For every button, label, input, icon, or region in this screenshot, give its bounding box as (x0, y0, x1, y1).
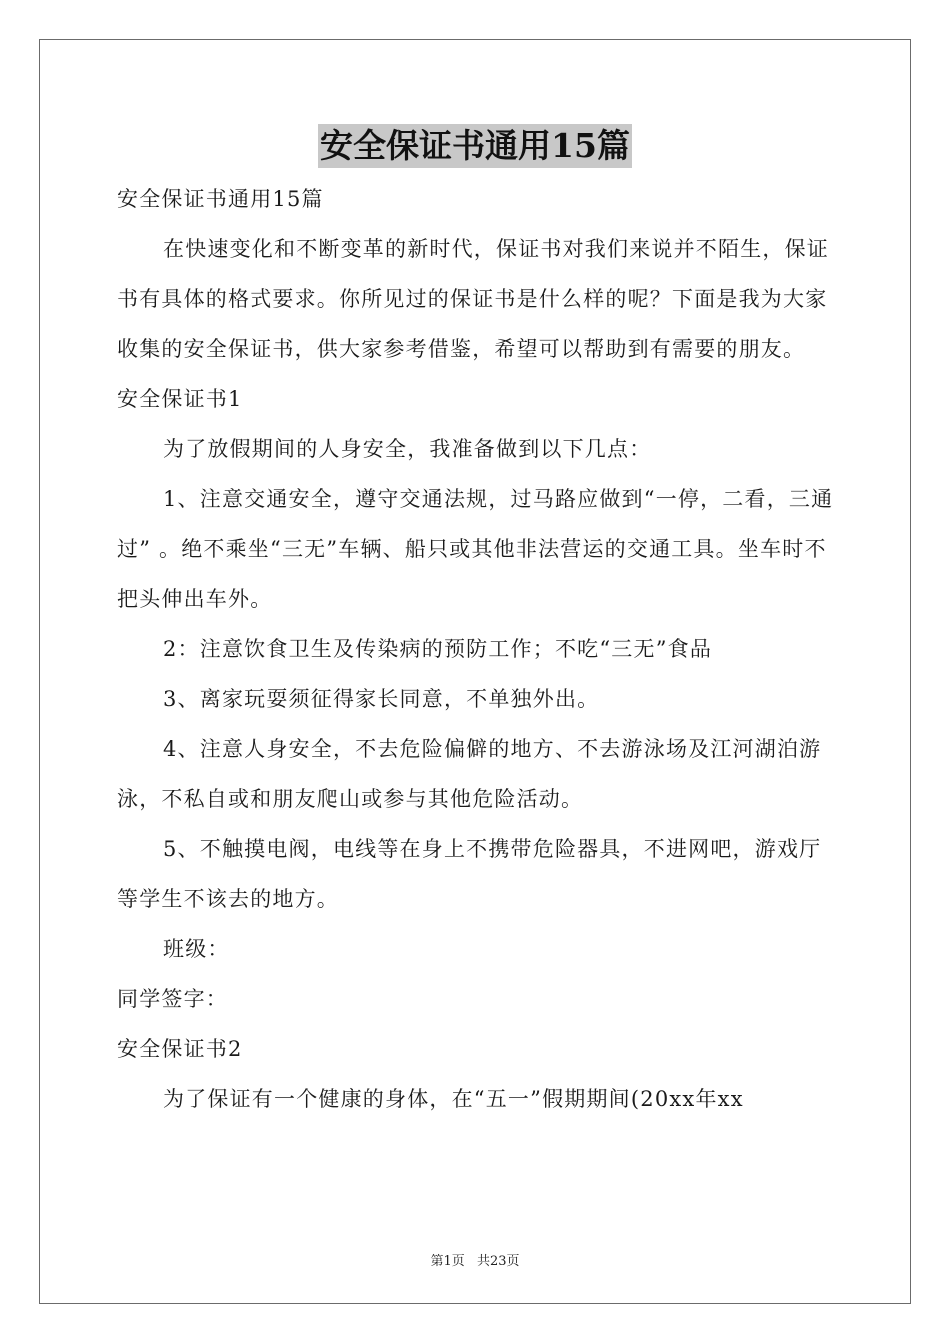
class-field-label: 班级： (163, 937, 230, 961)
section-heading: 安全保证书1 (117, 387, 243, 411)
title-container (0, 124, 950, 168)
list-item: 4、注意人身安全，不去危险偏僻的地方、不去游泳场及江河湖泊游泳，不私自或和朋友爬山或参与其他危险活动。 (117, 737, 822, 811)
page-total: 共23页 (476, 1254, 520, 1269)
section-heading: 安全保证书2 (117, 1037, 243, 1061)
list-item: 2：注意饮食卫生及传染病的预防工作；不吃“三无”食品 (163, 637, 713, 661)
list-item: 5、不触摸电阀，电线等在身上不携带危险器具，不进网吧，游戏厅等学生不该去的地方。 (117, 837, 822, 911)
paragraph: 在快速变化和不断变革的新时代，保证书对我们来说并不陌生，保证书有具体的格式要求。你所见过的保证书是什么样的呢？下面是我为大家收集的安全保证书，供大家参考借鉴，希望可以帮助到有需要的朋友。 (117, 237, 829, 361)
signature-field-label: 同学签字： (117, 987, 228, 1011)
list-item: 3、离家玩耍须征得家长同意，不单独外出。 (163, 687, 600, 711)
page-number: 第1页 (430, 1254, 465, 1269)
document-body (117, 174, 837, 1124)
page-footer (0, 1250, 950, 1269)
paragraph: 安全保证书通用15篇 (117, 187, 324, 211)
paragraph: 为了保证有一个健康的身体，在“五一”假期期间(20xx年xx (163, 1087, 744, 1111)
document-title: 安全保证书通用15篇 (318, 124, 632, 168)
list-item: 1、注意交通安全，遵守交通法规，过马路应做到“一停，二看，三通过” 。绝不乘坐“三无”车辆、船只或其他非法营运的交通工具。坐车时不把头伸出车外。 (117, 487, 834, 611)
paragraph: 为了放假期间的人身安全，我准备做到以下几点： (163, 437, 652, 461)
